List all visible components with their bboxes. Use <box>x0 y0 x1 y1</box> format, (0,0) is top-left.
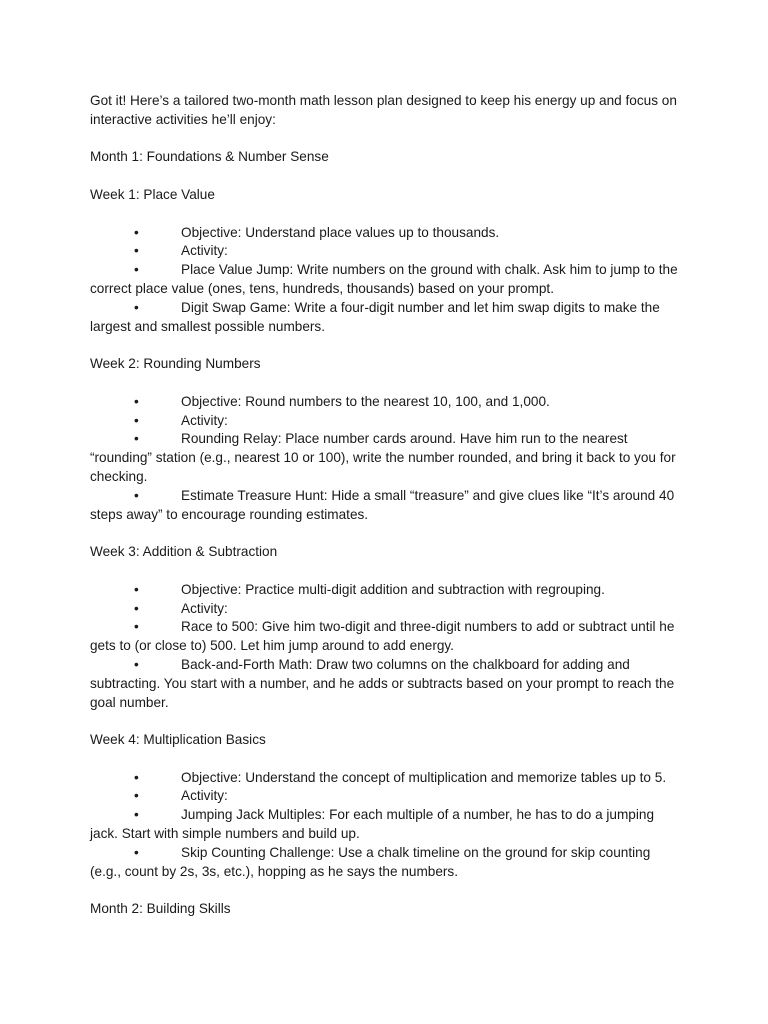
week-heading: Week 2: Rounding Numbers <box>90 356 261 372</box>
week-heading: Week 4: Multiplication Basics <box>90 732 266 748</box>
list-item <box>90 787 680 806</box>
list-item <box>90 656 680 712</box>
week-bullet-list <box>90 581 680 713</box>
intro-paragraph: Got it! Here’s a tailored two-month math lesson plan designed to keep his energy up and focus on interactive activities he’ll enjoy: <box>90 93 677 127</box>
bullet-icon: • <box>134 844 139 860</box>
week-bullet-list <box>90 224 680 337</box>
list-item <box>90 618 680 656</box>
list-item-text: Jumping Jack Multiples: For each multiple of a number, he has to do a jumping jack. Start with simple numbers and build up. <box>90 807 655 842</box>
bullet-icon: • <box>134 619 139 635</box>
list-item-text: Objective: Practice multi-digit addition and subtraction with regrouping. <box>181 581 605 597</box>
list-item-text: Objective: Understand place values up to thousands. <box>181 224 500 240</box>
bullet-icon: • <box>134 487 139 503</box>
bullet-icon: • <box>134 656 139 672</box>
list-item-text: Rounding Relay: Place number cards around. Have him run to the nearest “rounding” station (e.g., nearest 10 or 100), write the number rounded, and bring it back to you for checking. <box>90 431 676 484</box>
bullet-icon: • <box>134 262 139 278</box>
month-2-heading: Month 2: Building Skills <box>90 901 231 917</box>
bullet-icon: • <box>134 600 139 616</box>
bullet-icon: • <box>134 581 139 597</box>
list-item-text: Back-and-Forth Math: Draw two columns on the chalkboard for adding and subtracting. You start with a number, and he adds or subtracts based on your prompt to reach the goal number. <box>90 656 675 710</box>
bullet-icon: • <box>134 224 139 240</box>
list-item <box>90 769 680 788</box>
month-1-heading: Month 1: Foundations & Number Sense <box>90 149 329 165</box>
list-item-text: Place Value Jump: Write numbers on the ground with chalk. Ask him to jump to the correct place value (ones, tens, hundreds, thousands) based on your prompt. <box>90 262 678 296</box>
list-item-text: Race to 500: Give him two-digit and three-digit numbers to add or subtract until he gets to (or close to) 500. Let him jump around to add energy. <box>90 619 675 654</box>
bullet-icon: • <box>134 431 139 447</box>
week-heading: Week 3: Addition & Subtraction <box>90 544 278 560</box>
list-item-text: Skip Counting Challenge: Use a chalk timeline on the ground for skip counting (e.g., count by 2s, 3s, etc.), hopping as he says the numbers. <box>90 844 651 879</box>
bullet-icon: • <box>134 299 139 315</box>
list-item <box>90 844 680 882</box>
list-item <box>90 581 680 600</box>
list-item-text: Estimate Treasure Hunt: Hide a small “treasure” and give clues like “It’s around 40 steps away” to encourage rounding estimates. <box>90 487 675 522</box>
bullet-icon: • <box>134 412 139 428</box>
list-item <box>90 261 680 299</box>
list-item <box>90 224 680 243</box>
list-item <box>90 430 680 486</box>
list-item-text: Activity: <box>181 788 228 804</box>
list-item <box>90 393 680 412</box>
list-item-text: Activity: <box>181 600 228 616</box>
list-item-text: Digit Swap Game: Write a four-digit number and let him swap digits to make the largest and smallest possible numbers. <box>90 299 660 334</box>
list-item <box>90 600 680 619</box>
bullet-icon: • <box>134 393 139 409</box>
bullet-icon: • <box>134 807 139 823</box>
document-page <box>90 92 680 919</box>
list-item-text: Activity: <box>181 412 228 428</box>
list-item <box>90 299 680 337</box>
list-item-text: Objective: Understand the concept of multiplication and memorize tables up to 5. <box>181 769 667 785</box>
list-item <box>90 806 680 844</box>
week-bullet-list <box>90 393 680 525</box>
list-item <box>90 487 680 525</box>
week-bullet-list <box>90 769 680 882</box>
bullet-icon: • <box>134 243 139 259</box>
list-item-text: Objective: Round numbers to the nearest 10, 100, and 1,000. <box>181 393 550 409</box>
list-item-text: Activity: <box>181 243 228 259</box>
bullet-icon: • <box>134 788 139 804</box>
weeks-container <box>90 186 680 900</box>
bullet-icon: • <box>134 769 139 785</box>
week-heading: Week 1: Place Value <box>90 186 215 202</box>
list-item <box>90 242 680 261</box>
list-item <box>90 412 680 431</box>
